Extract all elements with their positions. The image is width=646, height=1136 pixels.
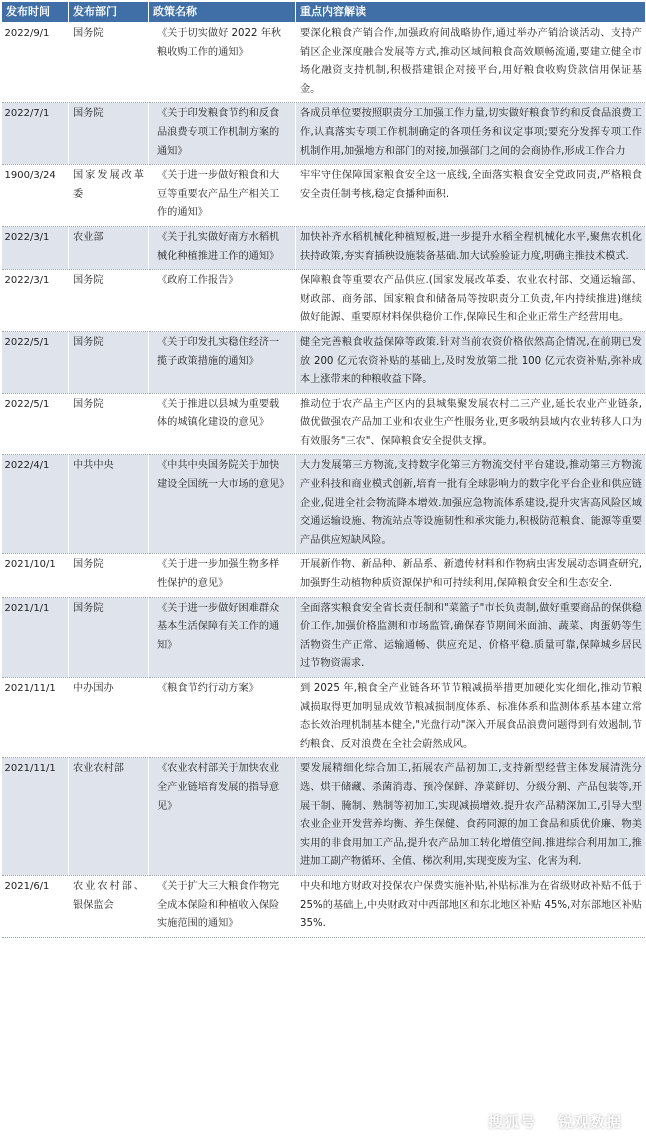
header-date: 发布时间 [2, 2, 69, 23]
cell-content: 推动位于农产品主产区内的县城集聚发展农村二三产业,延长农业产业链条,做优做强农产品加工业和农业生产性服务业,更多吸纳县域内农业转移人口为有效服务"三农"、保障粮食安全提供支撑。 [296, 393, 646, 455]
table-row [2, 455, 646, 554]
cell-content: 牢牢守住保障国家粮食安全这一底线,全面落实粮食安全党政同责,严格粮食安全责任制考核,稳定食播种面积. [296, 165, 646, 227]
header-content: 重点内容解读 [296, 2, 646, 23]
table-row [2, 393, 646, 455]
watermark [488, 1111, 622, 1132]
table-row [2, 678, 646, 758]
cell-dept: 国务院 [69, 393, 149, 455]
cell-content: 大力发展第三方物流,支持数字化第三方物流交付平台建设,推动第三方物流产业科技和商业模式创新,培育一批有全球影响力的数字化平台企业和供应链企业,促进全社会物流降本增效.加强应急物流体系建设,提升灾害高风险区域交通运输设施、物流站点等设施韧性和承灾能力,积极防范粮食、能源等重要产品供应短缺风险。 [296, 455, 646, 554]
table-row [2, 875, 646, 937]
table-row [2, 103, 646, 165]
cell-policy-name: 《农业农村部关于加快农业全产业链培育发展的指导意见》 [149, 758, 296, 876]
table-row [2, 270, 646, 332]
cell-dept: 农业部 [69, 226, 149, 269]
cell-date: 2022/4/1 [2, 455, 69, 554]
cell-content: 开展新作物、新品种、新品系、新遗传材料和作物病虫害发展动态调查研究,加强野生动植物种质资源保护和可持续利用,保障粮食安全和生态安全. [296, 554, 646, 597]
cell-policy-name: 《关于推进以县城为重要载体的城镇化建设的意见》 [149, 393, 296, 455]
cell-dept: 农业农村部 [69, 758, 149, 876]
cell-content: 加快补齐水稻机械化种植短板,进一步提升水稻全程机械化水平,聚焦农机化扶持政策,夯实育插秧设施装备基础.加大试验验证力度,明确主推技术模式. [296, 226, 646, 269]
cell-policy-name: 《关于印发扎实稳住经济一揽子政策措施的通知》 [149, 331, 296, 393]
cell-content: 到 2025 年,粮食全产业链各环节节粮减损举措更加硬化实化细化,推动节粮减损取得更加明显成效节粮减损制度体系、标准体系和监测体系基本建立常态长效治理机制基本健全,"光盘行动"深入开展食品浪费问题得到有效遏制,节约粮食、反对浪费在全社会蔚然成风。 [296, 678, 646, 758]
cell-policy-name: 《关于进一步做好粮食和大豆等重要农产品生产相关工作的通知》 [149, 165, 296, 227]
cell-content: 健全完善粮食收益保障等政策.针对当前农资价格依然高企情况,在前期已发放 200 亿元农资补贴的基础上,及时发放第二批 100 亿元农资补贴,弥补成本上涨带来的种粮收益下降。 [296, 331, 646, 393]
cell-dept: 国务院 [69, 554, 149, 597]
table-row [2, 165, 646, 227]
watermark-brand: 锐观数据 [557, 1113, 622, 1131]
cell-content: 要发展精细化综合加工,拓展农产品初加工,支持新型经营主体发展清洗分选、烘干储藏、杀菌消毒、预冷保鲜、净菜鲜切、分级分割、产品包装等,开展干制、腌制、熟制等初加工,实现减损增效.提升农产品精深加工,引导大型农业企业开发营养均衡、养生保健、食药同源的加工食品和质优价廉、物美实用的非食用加工产品,提升农产品加工转化增值空间.推进综合利用加工,推进加工副产物循环、全值、梯次利用,实现变废为宝、化害为利. [296, 758, 646, 876]
cell-policy-name: 《中共中央国务院关于加快建设全国统一大市场的意见》 [149, 455, 296, 554]
cell-date: 2022/5/1 [2, 393, 69, 455]
cell-date: 2022/5/1 [2, 331, 69, 393]
table-row [2, 331, 646, 393]
cell-date: 2022/3/1 [2, 270, 69, 332]
cell-date: 2021/11/1 [2, 678, 69, 758]
cell-dept: 国务院 [69, 270, 149, 332]
cell-dept: 国务院 [69, 331, 149, 393]
search-magnifier-icon [539, 1114, 555, 1130]
cell-content: 中央和地方财政对投保农户保费实施补贴,补贴标准为在省级财政补贴不低于 25%的基础上,中央财政对中西部地区和东北地区补贴 45%,对东部地区补贴 35%. [296, 875, 646, 937]
header-name: 政策名称 [149, 2, 296, 23]
cell-date: 1900/3/24 [2, 165, 69, 227]
table-row [2, 597, 646, 677]
cell-policy-name: 《关于印发粮食节约和反食品浪费专项工作机制方案的通知》 [149, 103, 296, 165]
cell-policy-name: 《关于切实做好 2022 年秋粮收购工作的通知》 [149, 23, 296, 103]
cell-date: 2021/10/1 [2, 554, 69, 597]
cell-date: 2022/3/1 [2, 226, 69, 269]
table-row [2, 758, 646, 876]
cell-dept: 国务院 [69, 23, 149, 103]
cell-policy-name: 《关于扎实做好南方水稻机械化种植推进工作的通知》 [149, 226, 296, 269]
cell-dept: 中办国办 [69, 678, 149, 758]
cell-date: 2021/6/1 [2, 875, 69, 937]
cell-policy-name: 《关于扩大三大粮食作物完全成本保险和种植收入保险实施范围的通知》 [149, 875, 296, 937]
table-body [2, 23, 646, 938]
cell-date: 2022/7/1 [2, 103, 69, 165]
table-row [2, 554, 646, 597]
cell-content: 各成员单位要按照职责分工加强工作力量,切实做好粮食节约和反食品浪费工作,认真落实专项工作机制确定的各项任务和议定事项;要充分发挥专项工作机制作用,加强地方和部门的对接,加强部门之间的会商协作,形成工作合力 [296, 103, 646, 165]
table-row [2, 226, 646, 269]
cell-policy-name: 《粮食节约行动方案》 [149, 678, 296, 758]
cell-policy-name: 《政府工作报告》 [149, 270, 296, 332]
policy-table [1, 1, 646, 938]
watermark-source: 搜狐号 [487, 1113, 536, 1131]
cell-date: 2021/11/1 [2, 758, 69, 876]
cell-dept: 国务院 [69, 103, 149, 165]
cell-content: 保障粮食等重要农产品供应.(国家发展改革委、农业农村部、交通运输部、财政部、商务部、国家粮食和储备局等按职责分工负责,年内持续推进)继续做好能源、重要原材料保供稳价工作,保障民生和企业正常生产经营用电。 [296, 270, 646, 332]
cell-policy-name: 《关于进一步做好困难群众基本生活保障有关工作的通知》 [149, 597, 296, 677]
table-row [2, 23, 646, 103]
cell-dept: 中共中央 [69, 455, 149, 554]
cell-dept: 国务院 [69, 597, 149, 677]
cell-dept: 国家发展改革委 [69, 165, 149, 227]
cell-date: 2021/1/1 [2, 597, 69, 677]
table-header [2, 2, 646, 23]
cell-date: 2022/9/1 [2, 23, 69, 103]
cell-content: 全面落实粮食安全省长责任制和"菜篮子"市长负责制,做好重要商品的保供稳价工作,加强价格监测和市场监管,确保春节期间米面油、蔬菜、肉蛋奶等生活物资生产正常、运输通畅、供应充足、价格平稳.质量可靠,保障城乡居民过节物资需求. [296, 597, 646, 677]
cell-dept: 农业农村部、银保监会 [69, 875, 149, 937]
header-dept: 发布部门 [69, 2, 149, 23]
cell-policy-name: 《关于进一步加强生物多样性保护的意见》 [149, 554, 296, 597]
cell-content: 要深化粮食产销合作,加强政府间战略协作,通过举办产销洽谈活动、支持产销区企业深度融合发展等方式,推动区域间粮食高效顺畅流通,要建立健全市场化融资支持机制,积极搭建银企对接平台,用好粮食收购贷款信用保证基金。 [296, 23, 646, 103]
